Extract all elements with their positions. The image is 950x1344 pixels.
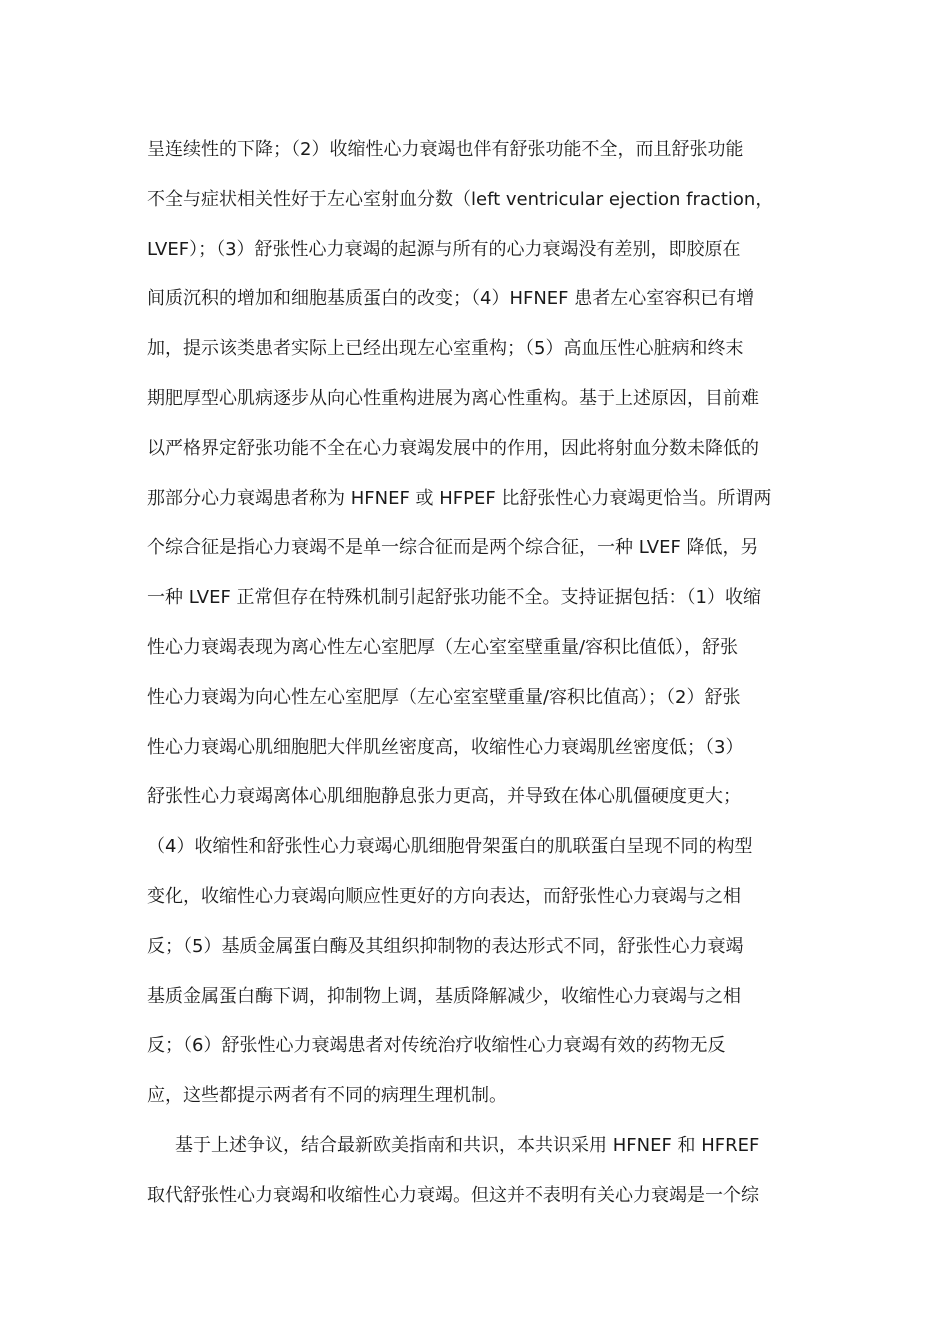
text-line: （4）收缩性和舒张性心力衰竭心肌细胞骨架蛋白的肌联蛋白呈现不同的构型 [147,836,753,858]
text-line: 基质金属蛋白酶下调，抑制物上调，基质降解减少，收缩性心力衰竭与之相 [147,985,741,1007]
text-line: 基于上述争议，结合最新欧美指南和共识，本共识采用 HFNEF 和 HFREF [175,1134,760,1156]
text-line: 呈连续性的下降；（2）收缩性心力衰竭也伴有舒张功能不全，而且舒张功能 [147,139,744,160]
text-line: 反；（5）基质金属蛋白酶及其组织抑制物的表达形式不同，舒张性心力衰竭 [147,935,744,957]
text-line: 一种 LVEF 正常但存在特殊机制引起舒张功能不全。支持证据包括：（1）收缩 [147,587,761,609]
text-line: 变化，收缩性心力衰竭向顺应性更好的方向表达，而舒张性心力衰竭与之相 [147,885,741,907]
paragraph [147,133,827,1129]
text-line: 舒张性心力衰竭离体心肌细胞静息张力更高，并导致在体心肌僵硬度更大； [147,786,741,808]
text-line: 性心力衰竭表现为离心性左心室肥厚（左心室室壁重量/容积比值低），舒张 [147,636,739,658]
text-line: 反；（6）舒张性心力衰竭患者对传统治疗收缩性心力衰竭有效的药物无反 [147,1035,726,1057]
text-line: 那部分心力衰竭患者称为 HFNEF 或 HFPEF 比舒张性心力衰竭更恰当。所谓两 [147,487,772,509]
text-line: 取代舒张性心力衰竭和收缩性心力衰竭。但这并不表明有关心力衰竭是一个综 [147,1184,759,1206]
text-line: 性心力衰竭心肌细胞肥大伴肌丝密度高，收缩性心力衰竭肌丝密度低；（3） [147,736,744,758]
text-line: 应，这些都提示两者有不同的病理生理机制。 [147,1085,507,1107]
text-line: 性心力衰竭为向心性左心室肥厚（左心室室壁重量/容积比值高）；（2）舒张 [147,686,741,708]
text-line: 间质沉积的增加和细胞基质蛋白的改变；（4）HFNEF 患者左心室容积已有增 [147,288,755,310]
text-line: 期肥厚型心肌病逐步从向心性重构进展为离心性重构。基于上述原因，目前难 [147,387,759,409]
text-line: LVEF）；（3）舒张性心力衰竭的起源与所有的心力衰竭没有差别，即胶原在 [147,238,741,260]
text-line: 个综合征是指心力衰竭不是单一综合征而是两个综合征，一种 LVEF 降低，另 [147,537,759,559]
paragraph [147,1129,827,1229]
text-line: 加，提示该类患者实际上已经出现左心室重构；（5）高血压性心脏病和终末 [147,338,744,360]
text-line: 以严格界定舒张功能不全在心力衰竭发展中的作用，因此将射血分数未降低的 [147,437,759,459]
text-line: 不全与症状相关性好于左心室射血分数（left ventricular ejection fraction， [147,188,774,210]
body-text [147,133,827,1229]
